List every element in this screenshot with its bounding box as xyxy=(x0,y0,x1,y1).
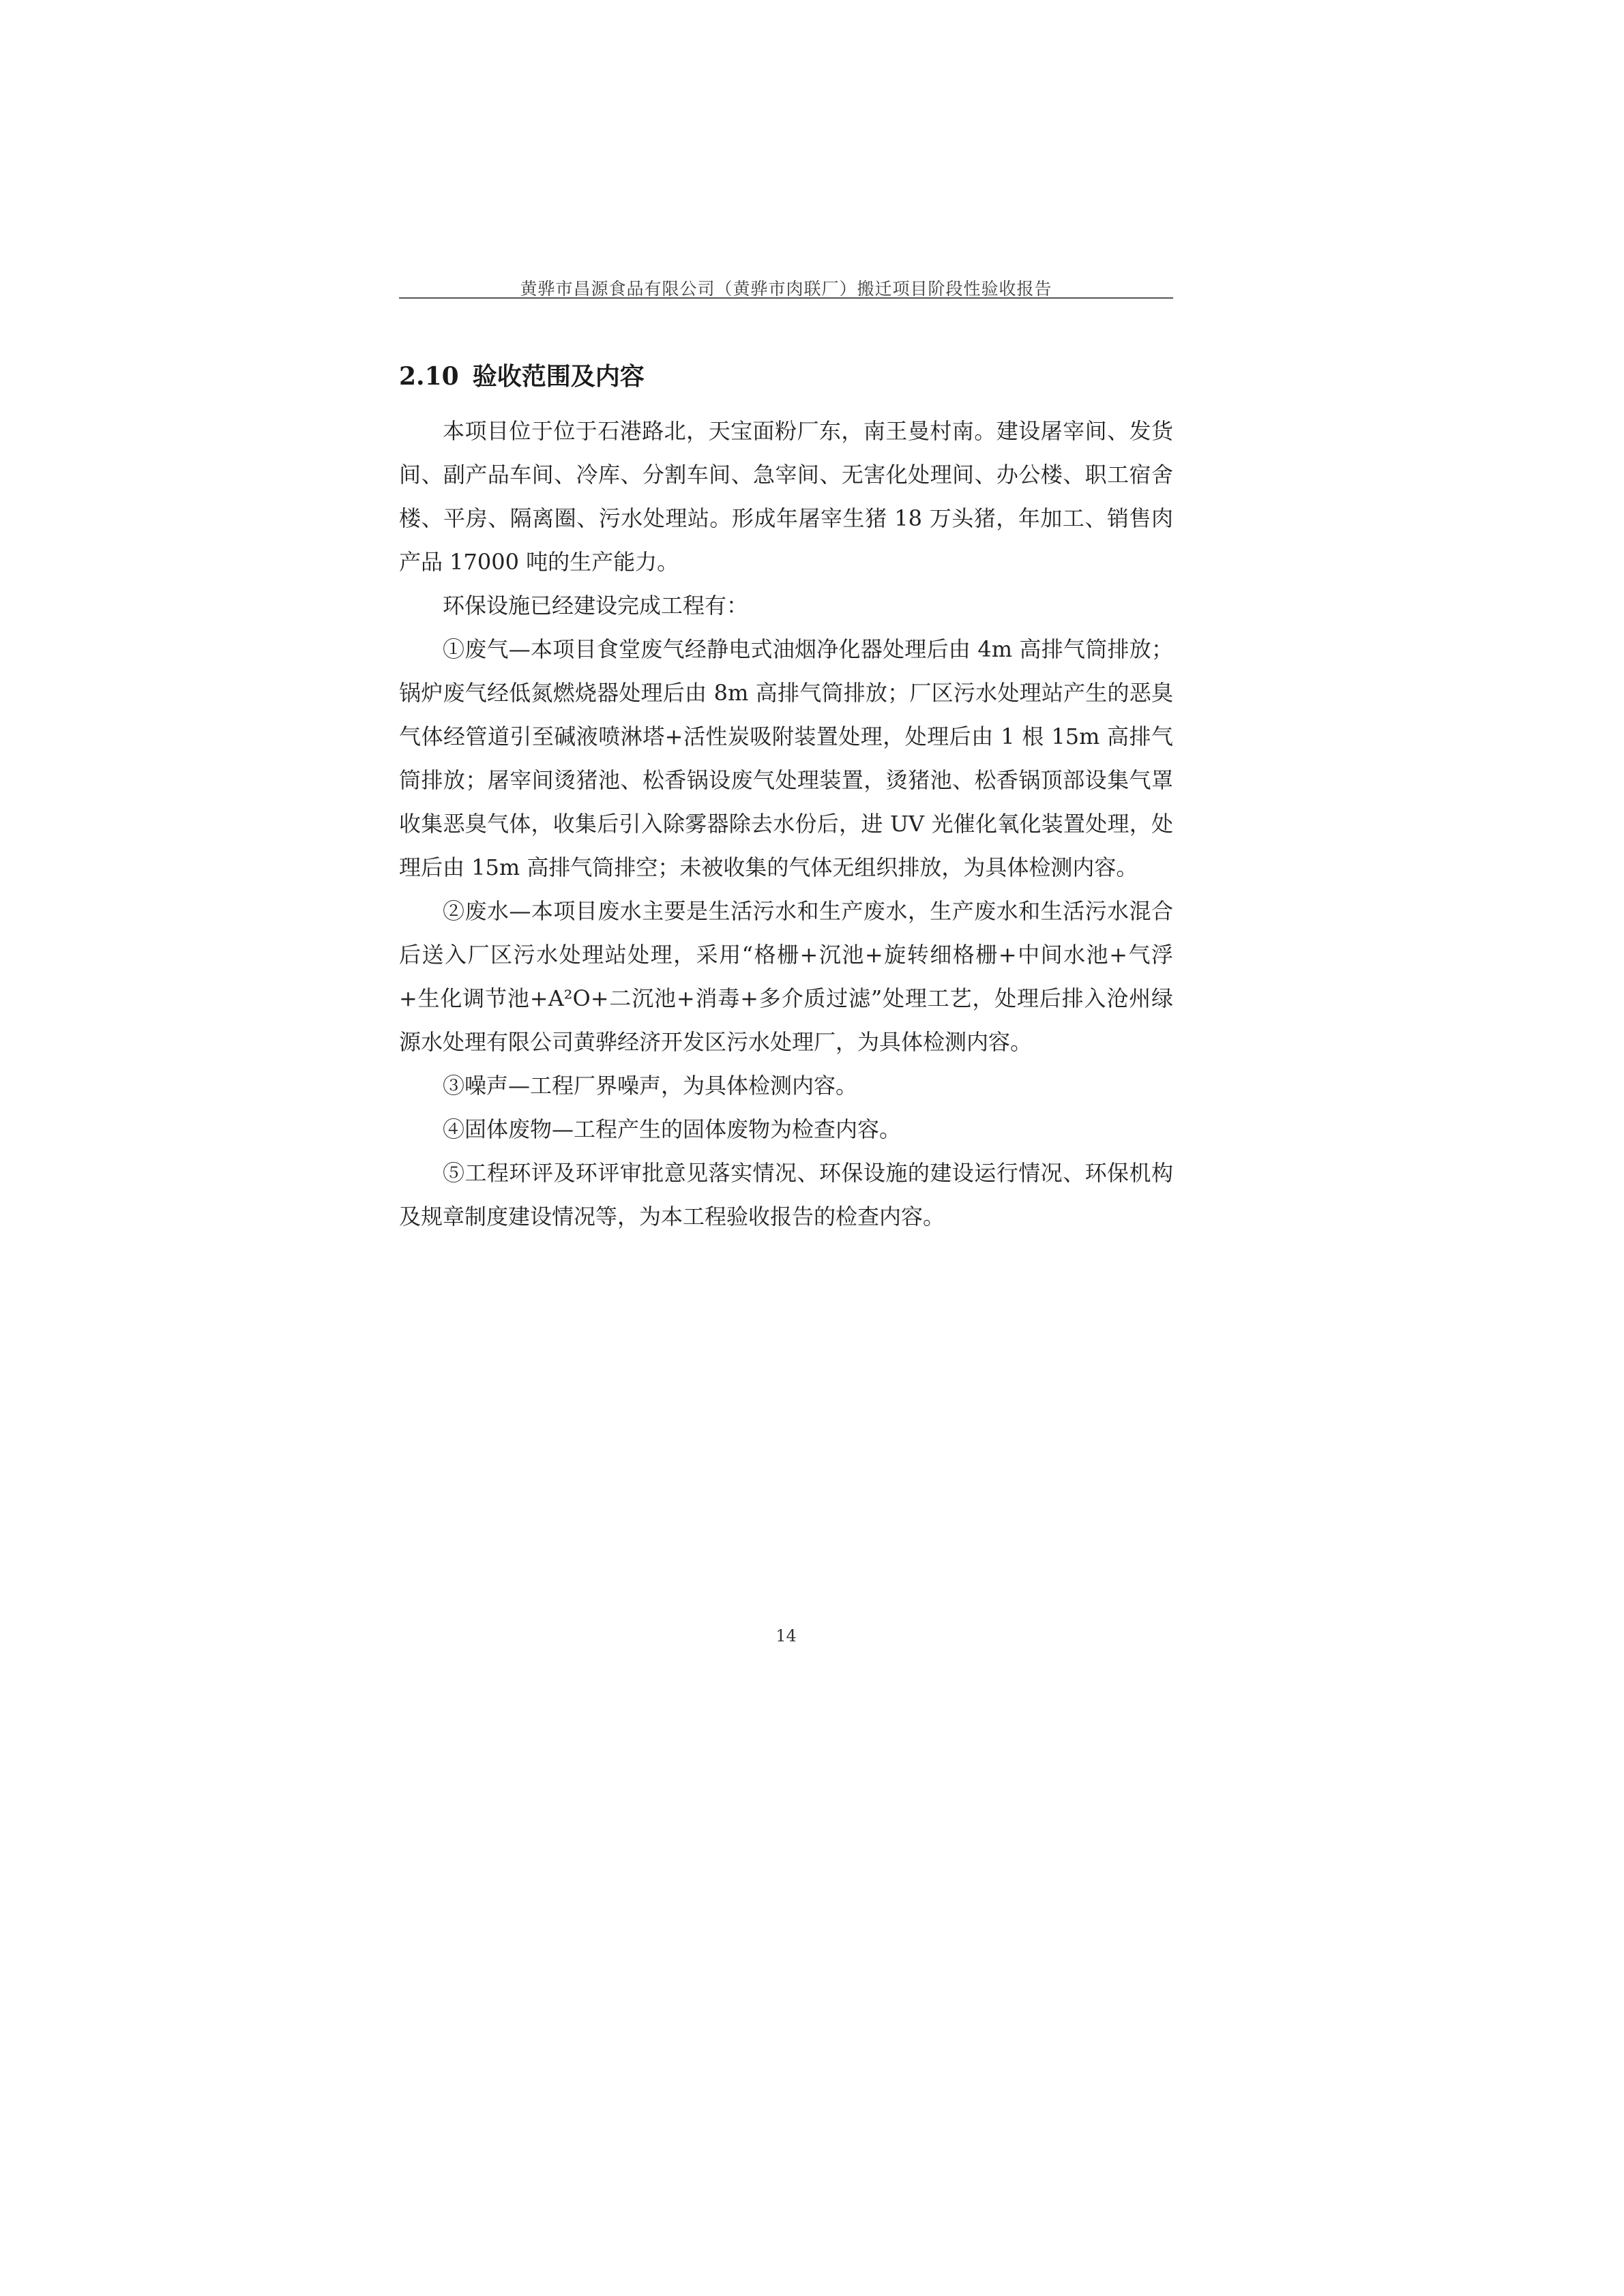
paragraph-facilities-intro: 环保设施已经建设完成工程有： xyxy=(443,593,749,618)
paragraph-waste-gas: ①废气—本项目食堂废气经静电式油烟净化器处理后由 4m 高排气筒排放；锅炉废气经低氮燃烧器处理后由 8m 高排气筒排放；厂区污水处理站产生的恶臭气体经管道引至碱液喷淋塔+活性炭吸附装置处理，处理后由 1 根 15m 高排气筒排放；屠宰间烫猪池、松香锅设废气处理装置，烫猪池、松香锅顶部设集气罩收集恶臭气体，收集后引入除雾器除去水份后，进 UV 光催化氧化装置处理，处理后由 15m 高排气筒排空；未被收集的气体无组织排放，为具体检测内容。 xyxy=(399,636,1173,880)
paragraph-inspection-scope: ⑤工程环评及环评审批意见落实情况、环保设施的建设运行情况、环保机构及规章制度建设情况等，为本工程验收报告的检查内容。 xyxy=(399,1160,1173,1229)
paragraph-project-overview: 本项目位于位于石港路北，天宝面粉厂东，南王曼村南。建设屠宰间、发货间、副产品车间、冷库、分割车间、急宰间、无害化处理间、办公楼、职工宿舍楼、平房、隔离圈、污水处理站。形成年屠宰生猪 18 万头猪，年加工、销售肉产品 17000 吨的生产能力。 xyxy=(399,418,1173,575)
running-header: 黄骅市昌源食品有限公司（黄骅市肉联厂）搬迁项目阶段性验收报告 xyxy=(520,279,1052,299)
header-rule xyxy=(399,297,1173,299)
page-number: 14 xyxy=(776,1626,797,1645)
section-title: 验收范围及内容 xyxy=(472,362,645,391)
section-number: 2.10 xyxy=(399,362,459,391)
paragraph-solid-waste: ④固体废物—工程产生的固体废物为检查内容。 xyxy=(443,1116,902,1142)
paragraph-wastewater: ②废水—本项目废水主要是生活污水和生产废水，生产废水和生活污水混合后送入厂区污水处理站处理，采用“格栅+沉池+旋转细格栅+中间水池+气浮+生化调节池+A²O+二沉池+消毒+多介质过滤”处理工艺，处理后排入沧州绿源水处理有限公司黄骅经济开发区污水处理厂，为具体检测内容。 xyxy=(399,898,1173,1055)
section-heading xyxy=(399,357,645,392)
paragraph-noise: ③噪声—工程厂界噪声，为具体检测内容。 xyxy=(443,1073,858,1099)
body-text xyxy=(399,409,1173,1238)
